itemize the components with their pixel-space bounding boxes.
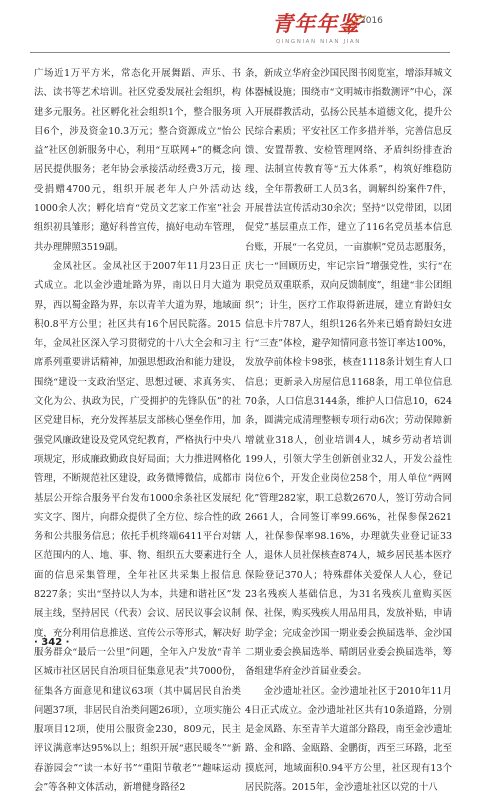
paragraph: 广场近1万平方米，常态化开展舞蹈、声乐、书法、读书等艺术培训。社区党委发展社会组织，构建多元服务。社区孵化社会组织1个，整合服务项目6个，涉及资金10.3万元；整合资源成立“怡公益”社区创新服务中心，利用“互联网+”的概念向居民提供服务；老年协会承接活动经费3万元，接受捐赠4700元，组织开展老年人户外活动达1000余人次；孵化培育“党员文艺家工作室”社会组织初具雏形；邀好科普宣传，搞好电动车管理，共办理牌照3519副。 [34, 64, 241, 257]
page-header [0, 0, 480, 62]
left-text-column [34, 64, 241, 630]
yearbook-logo [272, 8, 392, 50]
paragraph: 条，新成立华府金沙国民图书阅览室，增添拜城文体器械设施；围绕市“文明城市指数测评”中心，深入开展群教活动，弘扬公民基本道德文化，提升公民综合素质；平安社区工作多措并举，完善信息反馈、安置帮教、安检管理网络、矛盾纠纷排查治理、法制宣传教育等“五大体系”，构筑好维稳防线，全年帮教研工人员3名，调解纠纷案件7件，开展普法宣传活动30余次；坚持“以党带团，以团促党”基层重点工作，建立了116名党员基本信息台账，开展“一名党员，一亩旗帜”党员志愿服务，庆七一“回顾历史，牢记宗旨”增强党性，实行“在职党员双重联系，双向反馈制度”，组建“非公团组织”；计生，医疗工作取得新进展，建立育龄妇女信息卡片787人，组织126名外来已婚育龄妇女进行“三查”体检，避孕知情同意书签订率达100%，发放孕前体检卡98张，核查1118条计划生育人口信息；更新录入房屋信息1168条，用工单位信息70条，人口信息3144条，维护人口信息10，624条，圆满完成清理整顿专项行动6次；劳动保障新增就业318人，创业培训4人，城乡劳动者培训199人，引领大学生创新创业32人，开发公益性岗位6个，开发企业岗位258个，用人单位“两网化”管理282家，职工总数2670人，签订劳动合同2661人，合同签订率99.66%，社保参保2621人，社保参保率98.16%，办理就失业登记证33人，退休人员社保核查874人，城乡居民基本医疗保险登记370人；特殊群体关爱保人人心，登记23名残疾人基础信息，为31名残疾儿童购买医保、社保，购买残疾人用品用具，发放补贴，申请助学金；完成金沙国一期业委会换届选举、金沙国二期业委会换届选举、晴朗居业委会换届选举，筹备组建华府金沙首届业委会。 [245, 64, 452, 682]
right-text-column [245, 64, 452, 630]
paragraph: 金凤社区。金凤社区于2007年11月23日正式成立。北以金沙遗址路为界，南以日月大道为界，西以蜀金路为界，东以青羊大道为界，地域面积0.8平方公里；社区共有16个居民院落。2015年，金凤社区深入学习贯彻党的十八大全会和习主席系列重要讲话精神，加强思想政治和能力建设，围绕“建设一支政治坚定、思想过硬、求真务实、文化为公、执政为民，广受拥护的先锋队伍”的社区党建目标，充分发挥基层支部核心堡垒作用，加强党风廉政建设及党风党纪教育，严格执行中央八项规定，形成廉政勤政良好局面；大力推进网格化管理，不断规范社区建设，政务微博微信，成都市基层公开综合服务平台发布1000余条社区发展纪实文字、图片，向群众提供了全方位、综合性的政务和公共服务信息；依托手机终端6411平台对辖区范围内的人、地、事、物、组织五大要素进行全面的信息采集管理，全年社区共采集上报信息8227条；实出“坚持以人为本，共建和谐社区”发展主线，坚持居民（代表）会议、居民议事会议制度，充分利用信息推送、宣传公示等形式，解决好服务群众“最后一公里”问题，全年入户发放“青羊区城市社区居民自治项目征集意见表”共7000份，征集各方面意见和建议63项（其中属居民自治类问题37项，非居民自治类问题26项），立项实施公服项目12项，使用公服资金230，809元，民主评议满意率达95%以上；组织开展“惠民暖冬”“新春游园会”“读一本好书”“重阳节敬老”“趣味运动会”等各种文体活动，新增健身路径2 [34, 257, 241, 797]
page-number: · 342 · [34, 637, 69, 648]
paragraph: 金沙遗址社区。金沙遗址社区于2010年11月4日正式成立。金沙遗址社区共有10条道路，分别是金凤路、东至青羊大道部分路段，南至金沙遗址路、金和路、金瓯路、金鹏街，西至三环路，北至摸底河，地域面积0.94平方公里，社区现有13个居民院落。2015年，金沙遗址社区以党的十八 [245, 682, 452, 797]
logo-subtitle: QINGNIAN NIAN JIAN [276, 39, 361, 45]
logo-year: 2016 [360, 16, 383, 26]
header-divider [30, 52, 450, 53]
logo-title: 青年年鉴 [272, 8, 360, 38]
